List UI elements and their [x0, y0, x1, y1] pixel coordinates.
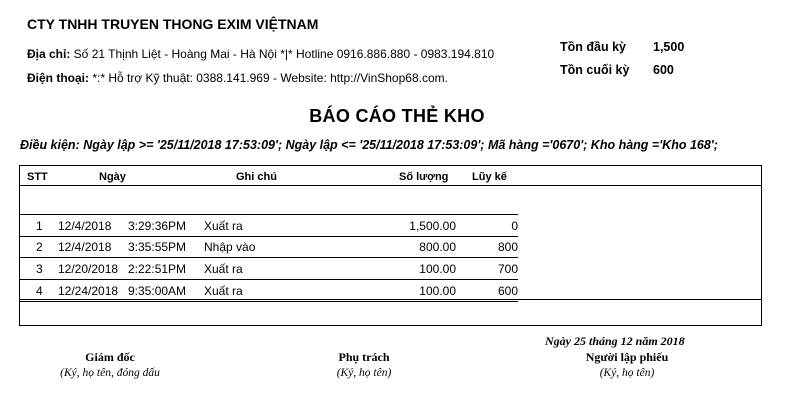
address-line	[27, 47, 494, 61]
row-stt: 4	[36, 284, 43, 298]
row-time: 9:35:00AM	[128, 284, 187, 298]
row-quantity: 100.00	[419, 284, 456, 298]
table-row	[20, 214, 518, 237]
row-quantity: 100.00	[419, 262, 456, 276]
row-date: 12/24/2018	[58, 284, 119, 298]
row-date: 12/4/2018	[58, 219, 112, 233]
signature-manager-title: Phụ trách	[338, 350, 390, 364]
header-note: Ghi chú	[236, 171, 277, 183]
row-note: Nhập vào	[204, 240, 256, 254]
signature-preparer-title: Người lập phiếu	[585, 350, 669, 364]
opening-stock-label: Tồn đầu kỳ	[560, 40, 626, 54]
signature-director-title: Giám đốc	[85, 350, 135, 364]
row-time: 3:35:55PM	[128, 240, 187, 254]
company-name: CTY TNHH TRUYEN THONG EXIM VIỆTNAM	[27, 16, 319, 32]
table-row	[20, 258, 518, 280]
row-cumulative: 600	[497, 284, 518, 298]
header-stt: STT	[27, 171, 48, 183]
phone-value: *:* Hỗ trợ Kỹ thuật: 0388.141.969 - Website: http://VinShop68.com.	[89, 71, 448, 85]
row-stt: 2	[36, 240, 43, 254]
row-note: Xuất ra	[204, 219, 243, 233]
row-cumulative: 800	[497, 240, 518, 254]
address-value: Số 21 Thịnh Liệt - Hoàng Mai - Hà Nội *|* Hotline 0916.886.880 - 0983.194.810	[70, 47, 495, 61]
row-date: 12/20/2018	[58, 262, 119, 276]
header-cumulative: Lũy kế	[472, 171, 507, 183]
stock-card-table	[19, 165, 762, 326]
header-divider	[20, 185, 761, 186]
row-cumulative: 0	[511, 219, 518, 233]
signature-preparer-note: (Ký, họ tên)	[599, 367, 655, 379]
signature-director-note: (Ký, họ tên, đóng dấu	[60, 367, 160, 379]
header-quantity: Số lượng	[399, 171, 449, 183]
opening-stock-value: 1,500	[653, 40, 685, 54]
closing-stock-label: Tồn cuối kỳ	[560, 63, 630, 77]
row-time: 2:22:51PM	[128, 262, 187, 276]
row-quantity: 1,500.00	[409, 219, 456, 233]
signature-manager-note: (Ký, họ tên)	[336, 367, 392, 379]
table-row	[20, 236, 518, 258]
row-note: Xuất ra	[204, 262, 243, 276]
phone-label: Điện thoại:	[27, 71, 89, 85]
row-stt: 1	[36, 219, 43, 233]
phone-line	[27, 71, 448, 85]
row-cumulative: 700	[497, 262, 518, 276]
table-bottom-divider	[20, 299, 761, 300]
row-time: 3:29:36PM	[128, 219, 187, 233]
report-date: Ngày 25 tháng 12 năm 2018	[545, 334, 685, 348]
header-date: Ngày	[99, 171, 126, 183]
report-title: BÁO CÁO THẺ KHO	[309, 106, 485, 126]
row-note: Xuất ra	[204, 284, 243, 298]
address-label: Địa chỉ:	[27, 47, 71, 61]
closing-stock-value: 600	[653, 63, 674, 77]
row-quantity: 800.00	[419, 240, 456, 254]
row-stt: 3	[36, 262, 43, 276]
report-condition: Điều kiện: Ngày lập >= '25/11/2018 17:53:09'; Ngày lập <= '25/11/2018 17:53:09'; Mã hàng ='0670'; Kho hàng ='Kho 168';	[20, 138, 718, 152]
row-date: 12/4/2018	[58, 240, 112, 254]
